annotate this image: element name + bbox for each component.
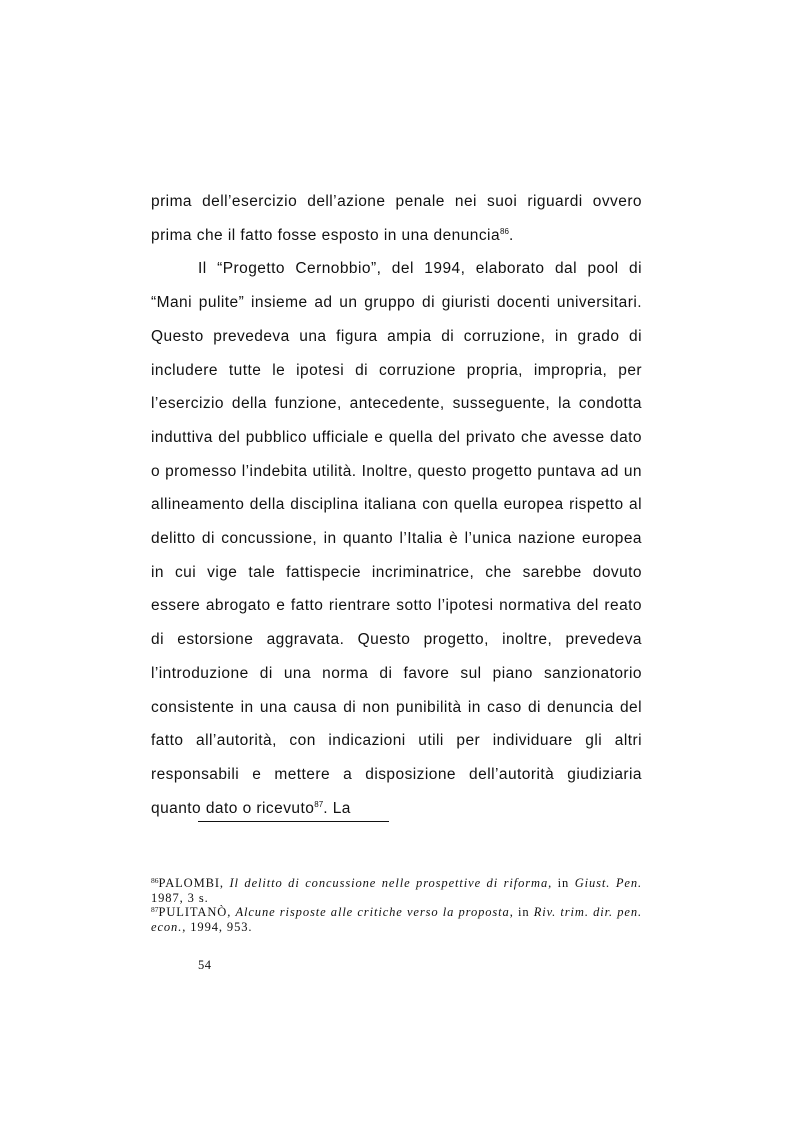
page-number: 54 <box>198 958 212 972</box>
footnote-title: Il delitto di concussione nelle prospettive di riforma <box>229 876 549 890</box>
footnote-number: 87 <box>151 905 159 914</box>
paragraph-1-text: prima dell’esercizio dell’azione penale nei suoi riguardi ovvero prima che il fatto fosse esposto in una denuncia <box>151 193 642 244</box>
footnotes <box>151 876 642 934</box>
footnote-journal: Riv. trim. dir. pen. econ. <box>151 905 642 934</box>
paragraph-1 <box>151 185 642 252</box>
footnote-author: PALOMBI, <box>158 876 230 890</box>
footnote-number: 86 <box>151 876 159 885</box>
footnote-journal: Giust. Pen. <box>574 876 642 890</box>
paragraph-1-end: . <box>508 226 514 244</box>
footnote-citation: 1987, 3 s. <box>151 890 209 905</box>
paragraph-2-tail: . La <box>323 799 351 817</box>
footnote-ref-87[interactable]: 87 <box>314 799 324 809</box>
footnote-connector: , in <box>509 905 534 919</box>
footnote-title: Alcune risposte alle critiche verso la proposta <box>235 905 510 919</box>
paragraph-2 <box>151 252 642 825</box>
footnote-87 <box>151 905 642 934</box>
footnote-86 <box>151 876 642 905</box>
footnote-author: PULITANÒ, <box>158 905 236 919</box>
footnote-ref-86[interactable]: 86 <box>500 226 509 236</box>
footnote-separator <box>198 821 389 822</box>
paragraph-2-text: Il “Progetto Cernobbio”, del 1994, elaborato dal pool di “Mani pulite” insieme ad un gruppo di giuristi docenti universitari. Questo prevedeva una figura ampia di corruzione, in grado di includere tutte le ipotesi di corruzione propria, impropria, per l’esercizio della funzione, antecedente, susseguente, la condotta induttiva del pubblico ufficiale e quella del privato che avesse dato o promesso l’indebita utilità. Inoltre, questo progetto puntava ad un allineamento della disciplina italiana con quella europea rispetto al delitto di concussione, in quanto l’Italia è l’unica nazione europea in cui vige tale fattispecie incriminatrice, che sarebbe dovuto essere abrogato e fatto rientrare sotto l’ipotesi normativa del reato di estorsione aggravata. Questo progetto, inoltre, prevedeva l’introduzione di una norma di favore sul piano sanzionatorio consistente in una causa di non punibilità in caso di denuncia del fatto all’autorità, con indicazioni utili per individuare gli altri responsabili e mettere a disposizione dell’autorità giudiziaria quanto dato o ricevuto <box>151 260 642 817</box>
body-text <box>151 185 642 825</box>
footnote-citation: , 1994, 953. <box>182 919 253 934</box>
footnote-connector: , in <box>548 876 575 890</box>
